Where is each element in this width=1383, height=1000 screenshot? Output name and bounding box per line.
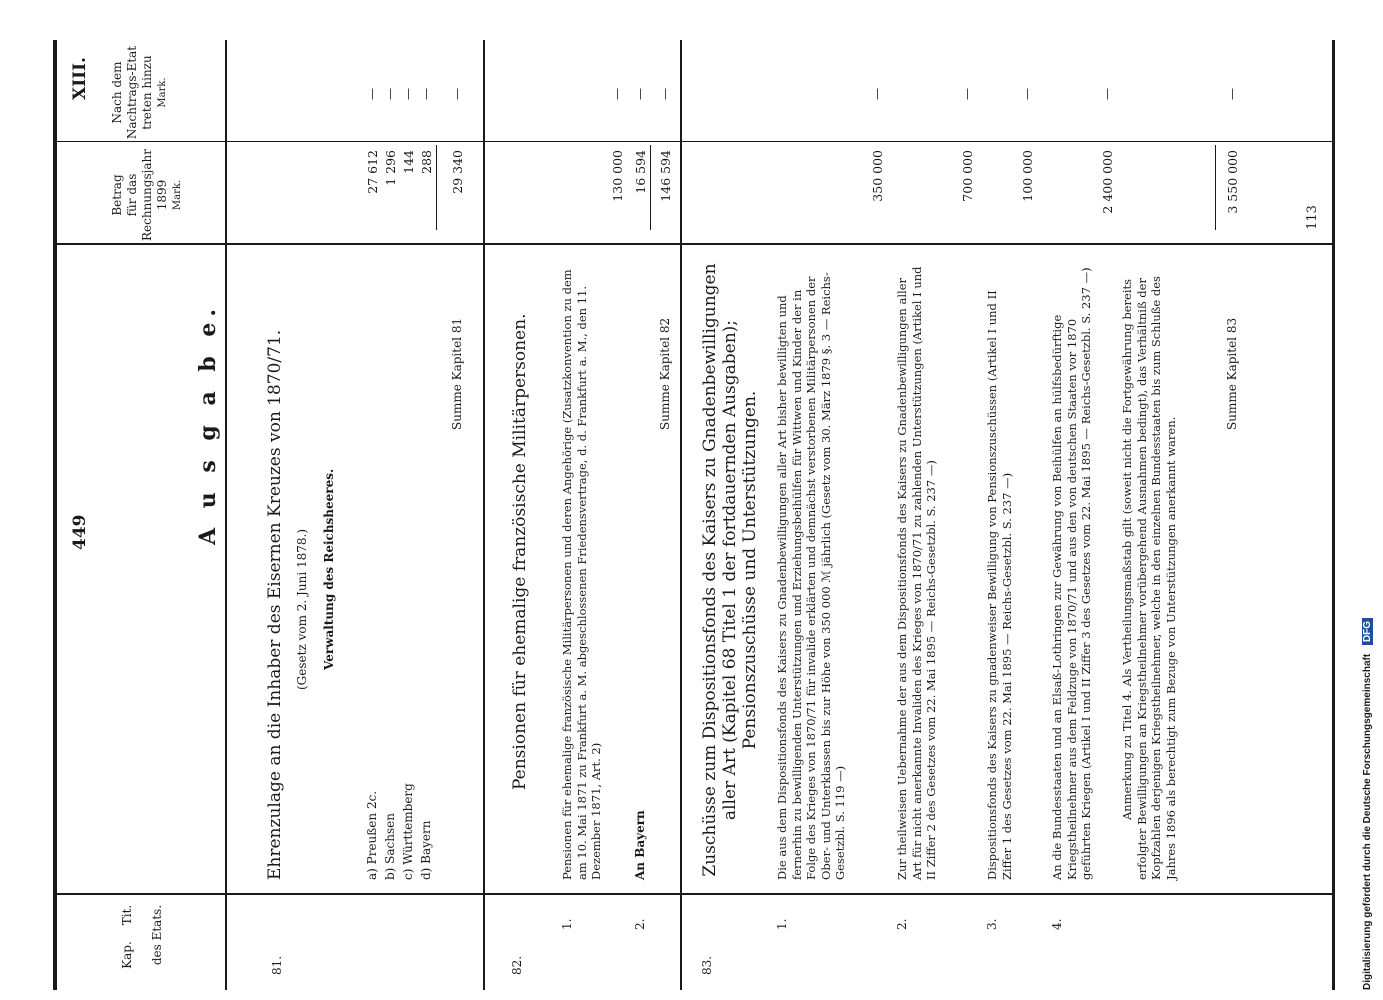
rule-before-betrag [53,243,1333,245]
tit-83-4: 4. [1050,918,1064,930]
col-betrag [110,145,185,245]
item-83-2-extra: — [960,88,974,100]
item-81-a-label: a) Preußen 2c. [365,790,379,880]
sub-81: (Gesetz vom 2. Juni 1878.) [295,528,309,690]
col-des-etats: des Etats. [150,904,164,966]
item-81-d-value: 288 [419,150,434,174]
sub2-81: Verwaltung des Reichsheeres. [322,468,336,670]
top-rule [53,40,57,990]
sum-82-value: 146 594 [658,150,673,202]
sum-rule-82 [650,145,651,230]
roman-section-number: XIII. [70,57,90,100]
col-kap: Kap. [120,941,134,969]
col-nachtrag-line2: Nachtrags-Etat [125,45,139,140]
col-tit: Tit. [120,904,134,926]
heading-81: Ehrenzulage an die Inhaber des Eisernen Kreuzes von 1870/71. [265,329,285,880]
kap-83: 83. [700,955,714,975]
item-81-b-extra: — [383,88,397,100]
tit-83-3: 3. [985,918,999,930]
kap-82: 82. [510,955,524,975]
item-83-4-value: 2 400 000 [1100,150,1115,214]
item-83-1-value: 350 000 [870,150,885,202]
col-betrag-line2: für das [125,173,139,217]
tit-83-2: 2. [895,918,909,930]
rotated-page-frame [40,40,1360,990]
sum-81-value: 29 340 [450,150,465,194]
section-rule-81 [483,40,485,990]
item-81-c-value: 144 [401,150,416,174]
sum-82-label: Summe Kapitel 82 [658,317,672,430]
rule-before-nachtrag [53,141,1333,142]
sum-83-extra: — [1225,88,1239,100]
item-83-3-label: Dispositionsfonds des Kaisers zu gnadenweiser Bewilligung von Pensionszuschüssen (Artikel I und II Ziffer 1 des Gesetzes vom 22. Mai 1895 — Reichs-Gesetzbl. S. 237 —) [985,290,1014,880]
col-betrag-unit: Mark. [172,179,183,211]
heading-83: Zuschüsse zum Dispositionsfonds des Kaisers zu Gnadenbewilligungen aller Art (Kapitel 68 Titel 1 der fortdauernden Ausgaben); Pensionszuschüsse und Unterstützungen. [700,263,760,877]
sum-83-value: 3 550 000 [1225,150,1240,214]
item-82-2-value: 16 594 [633,150,648,194]
tit-82-2: 2. [633,918,647,930]
item-83-3-extra: — [1020,88,1034,100]
sum-82-extra: — [658,88,672,100]
page-content [40,40,1360,990]
sum-81-label: Summe Kapitel 81 [450,317,464,430]
item-81-d-extra: — [419,88,433,100]
item-83-1-label: Die aus dem Dispositionsfonds des Kaisers zu Gnadenbewilligungen aller Art bisher bewilligten und fernerhin zu bewilligenden Unterstützungen und Erziehungsbeihülfen für Wittwen und Kinder der in Folge des Krieges von 1870/71 für invalide erklärten und demnächst verstorbenen Militärpersonen der Ober- und Unterklassen bis zur Höhe von 350 000 ℳ jährlich (Gesetz vom 30. März 1879 §. 3 — Reichs-Gesetzbl. S. 119 —) [775,272,847,880]
sum-83-label: Summe Kapitel 83 [1225,317,1239,430]
bottom-rule [1332,40,1335,990]
item-82-1-label: Pensionen für ehemalige französische Militärpersonen und deren Angehörige (Zusatzkonvention zu dem am 10. Mai 1871 zu Frankfurt a. M. abgeschlossenen Friedensvertrage, d. d. Frankfurt a. M., den 11. Dezember 1871, Art. 2) [560,269,603,880]
rule-after-tit [53,893,1333,895]
page-number-top: 449 [70,514,90,550]
item-83-4-label: An die Bundesstaaten und an Elsaß-Lothringen zur Gewährung von Beihülfen an hülfsbedürftige Kriegstheilnehmer aus dem Feldzuge von 1870/71 und aus den von deutschen Staaten vor 1870 geführten Kriegen (Artikel I und II Ziffer 3 des Gesetzes vom 22. Mai 1895 — Reichs-Gesetzbl. S. 237 —) [1050,267,1093,880]
item-81-a-extra: — [365,88,379,100]
col-betrag-line3: Rechnungsjahr [140,149,154,241]
col-nachtrag-unit: Mark. [157,77,168,108]
page-number-bottom: 113 [1304,205,1320,230]
sum-rule-81 [436,145,437,230]
item-83-4-extra: — [1100,88,1114,100]
col-betrag-line1: Betrag [110,174,124,216]
digitization-note-row [1362,10,1380,990]
item-83-2-value: 700 000 [960,150,975,202]
item-81-b-value: 1 296 [383,150,398,186]
item-83-1-extra: — [870,88,884,100]
item-82-2-extra: — [633,88,647,100]
item-82-2-label: An Bayern [633,810,647,880]
item-81-c-extra: — [401,88,415,100]
digitization-strip [1362,10,1380,990]
header-bottom-rule [225,40,227,990]
tit-83-1: 1. [775,918,789,930]
item-81-b-label: b) Sachsen [383,813,397,880]
dfg-logo: DFG [1362,618,1373,645]
item-81-c-label: c) Württemberg [401,783,415,880]
sum-rule-83 [1215,145,1216,230]
col-nachtrag [110,45,170,140]
note-83: Anmerkung zu Titel 4. Als Vertheilungsmaßstab gilt (soweit nicht die Fortgewährung bereits erfolgter Bewilligungen an Kriegstheilnehmer vorübergehend Ausnahmen bedingt), das Verhältniß der Kopfzahlen derjenigen Kriegstheilnehmer, welche in den einzelnen Bundesstaaten bis zum Schluße des Jahres 1896 als berechtigt zum Bezuge von Unterstützungen anerkannt waren. [1120,276,1178,880]
item-81-d-label: d) Bayern [419,820,433,880]
item-83-2-label: Zur theilweisen Uebernahme der aus dem Dispositionsfonds des Kaisers zu Gnadenbewilligungen aller Art für nicht anerkannte Invaliden des Krieges von 1870/71 zu zahlenden Unterstützungen (Artikel I und II Ziffer 2 des Gesetzes vom 22. Mai 1895 — Reichs-Gesetzbl. S. 237 —) [895,266,938,880]
col-nachtrag-line1: Nach dem [110,61,124,124]
item-82-1-extra: — [610,88,624,100]
item-81-a-value: 27 612 [365,150,380,194]
item-82-1-value: 130 000 [610,150,625,202]
item-83-3-value: 100 000 [1020,150,1035,202]
page-title: A u s g a b e. [195,302,221,545]
col-nachtrag-line3: treten hinzu [140,55,154,130]
digitization-note: Digitalisierung gefördert durch die Deutsche Forschungsgemeinschaft [1362,653,1373,990]
section-rule-82 [680,40,682,990]
tit-82-1: 1. [560,918,574,930]
heading-82: Pensionen für ehemalige französische Militärpersonen. [510,313,530,790]
sum-81-extra: — [450,88,464,100]
kap-81: 81. [270,955,284,975]
col-betrag-line4: 1899 [155,179,169,211]
